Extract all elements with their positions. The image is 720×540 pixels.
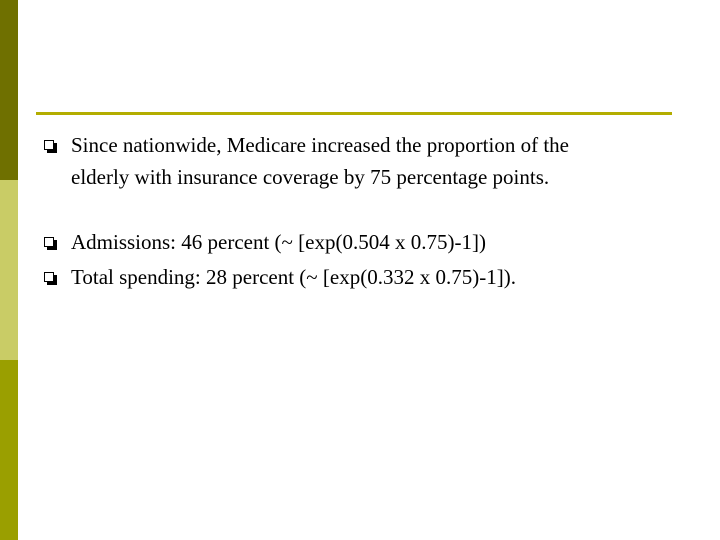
side-band-bottom xyxy=(0,360,18,540)
square-bullet-icon xyxy=(44,237,57,250)
square-bullet-icon xyxy=(44,140,57,153)
bullet-text xyxy=(71,226,681,258)
bullet-line: Admissions: 46 percent (~ [exp(0.504 x 0.75)-1]) xyxy=(71,230,486,254)
side-band-middle xyxy=(0,180,18,360)
bullet-text xyxy=(71,261,681,293)
side-band-top xyxy=(0,0,18,180)
title-divider xyxy=(36,112,672,115)
bullet-line: Total spending: 28 percent (~ [exp(0.332 x 0.75)-1]). xyxy=(71,265,516,289)
square-bullet-icon xyxy=(44,272,57,285)
bullet-line: Since nationwide, Medicare increased the proportion of the xyxy=(71,133,569,157)
bullet-line: elderly with insurance coverage by 75 percentage points. xyxy=(71,165,550,189)
bullet-text xyxy=(71,129,681,193)
